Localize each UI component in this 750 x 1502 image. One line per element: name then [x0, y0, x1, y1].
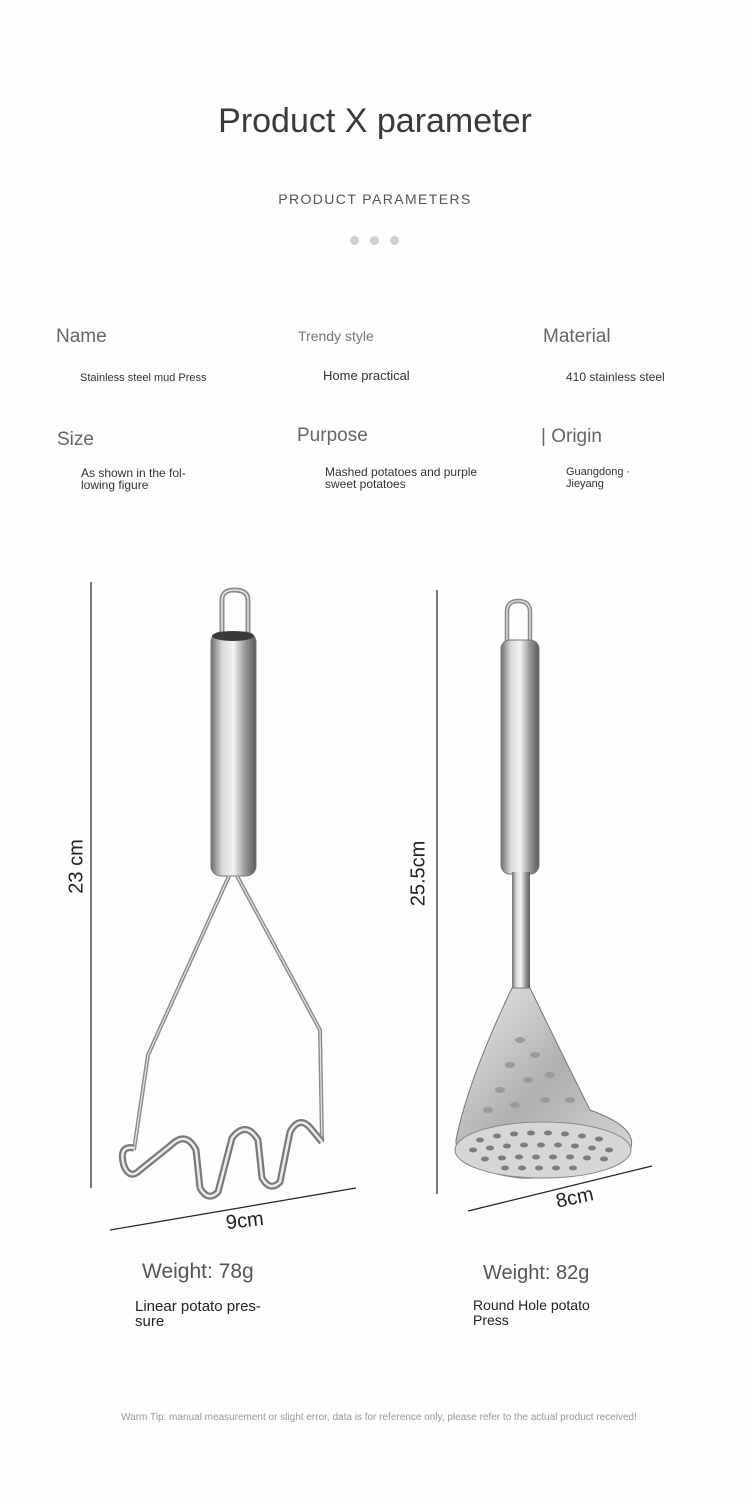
param-size-value-line1: As shown in the fol- [81, 466, 186, 480]
param-purpose-value-line2: sweet potatoes [325, 477, 406, 491]
param-material-value: 410 stainless steel [566, 370, 665, 384]
product-name-right-line2: Press [473, 1312, 509, 1328]
param-size-label: Size [57, 429, 94, 450]
param-purpose-label: Purpose [297, 425, 368, 446]
page-subtitle: PRODUCT PARAMETERS [278, 191, 472, 207]
param-style-label: Trendy style [298, 328, 374, 344]
warm-tip: Warm Tip: manual measurement or slight error, data is for reference only, please refer to the actual product received! [121, 1412, 637, 1423]
param-origin-value-line2: Jieyang [566, 478, 604, 490]
param-material-label: Material [543, 326, 611, 347]
param-name-label: Name [56, 326, 107, 347]
width-dimension-right: 8cm [554, 1183, 596, 1213]
width-dimension-left: 9cm [224, 1207, 265, 1235]
weight-left: Weight: 78g [142, 1260, 254, 1283]
linear-masher-image [91, 582, 356, 1230]
height-dimension-right: 25.5cm [407, 840, 430, 907]
round-hole-masher-image [437, 590, 652, 1211]
param-purpose-value-line1: Mashed potatoes and purple [325, 465, 478, 479]
product-name-left-line1: Linear potato pres- [135, 1298, 261, 1315]
param-origin-value-line1: Guangdong · [566, 466, 631, 478]
param-name-value: Stainless steel mud Press [80, 372, 207, 384]
page-title: Product X parameter [218, 102, 532, 140]
param-origin-label: | Origin [541, 426, 602, 447]
product-name-right-line1: Round Hole potato [473, 1297, 590, 1313]
param-size-value-line2: lowing figure [81, 478, 149, 492]
height-dimension-left: 23 cm [65, 839, 88, 894]
param-style-value: Home practical [323, 368, 410, 383]
weight-right: Weight: 82g [483, 1262, 590, 1284]
product-name-left-line2: sure [135, 1313, 165, 1330]
